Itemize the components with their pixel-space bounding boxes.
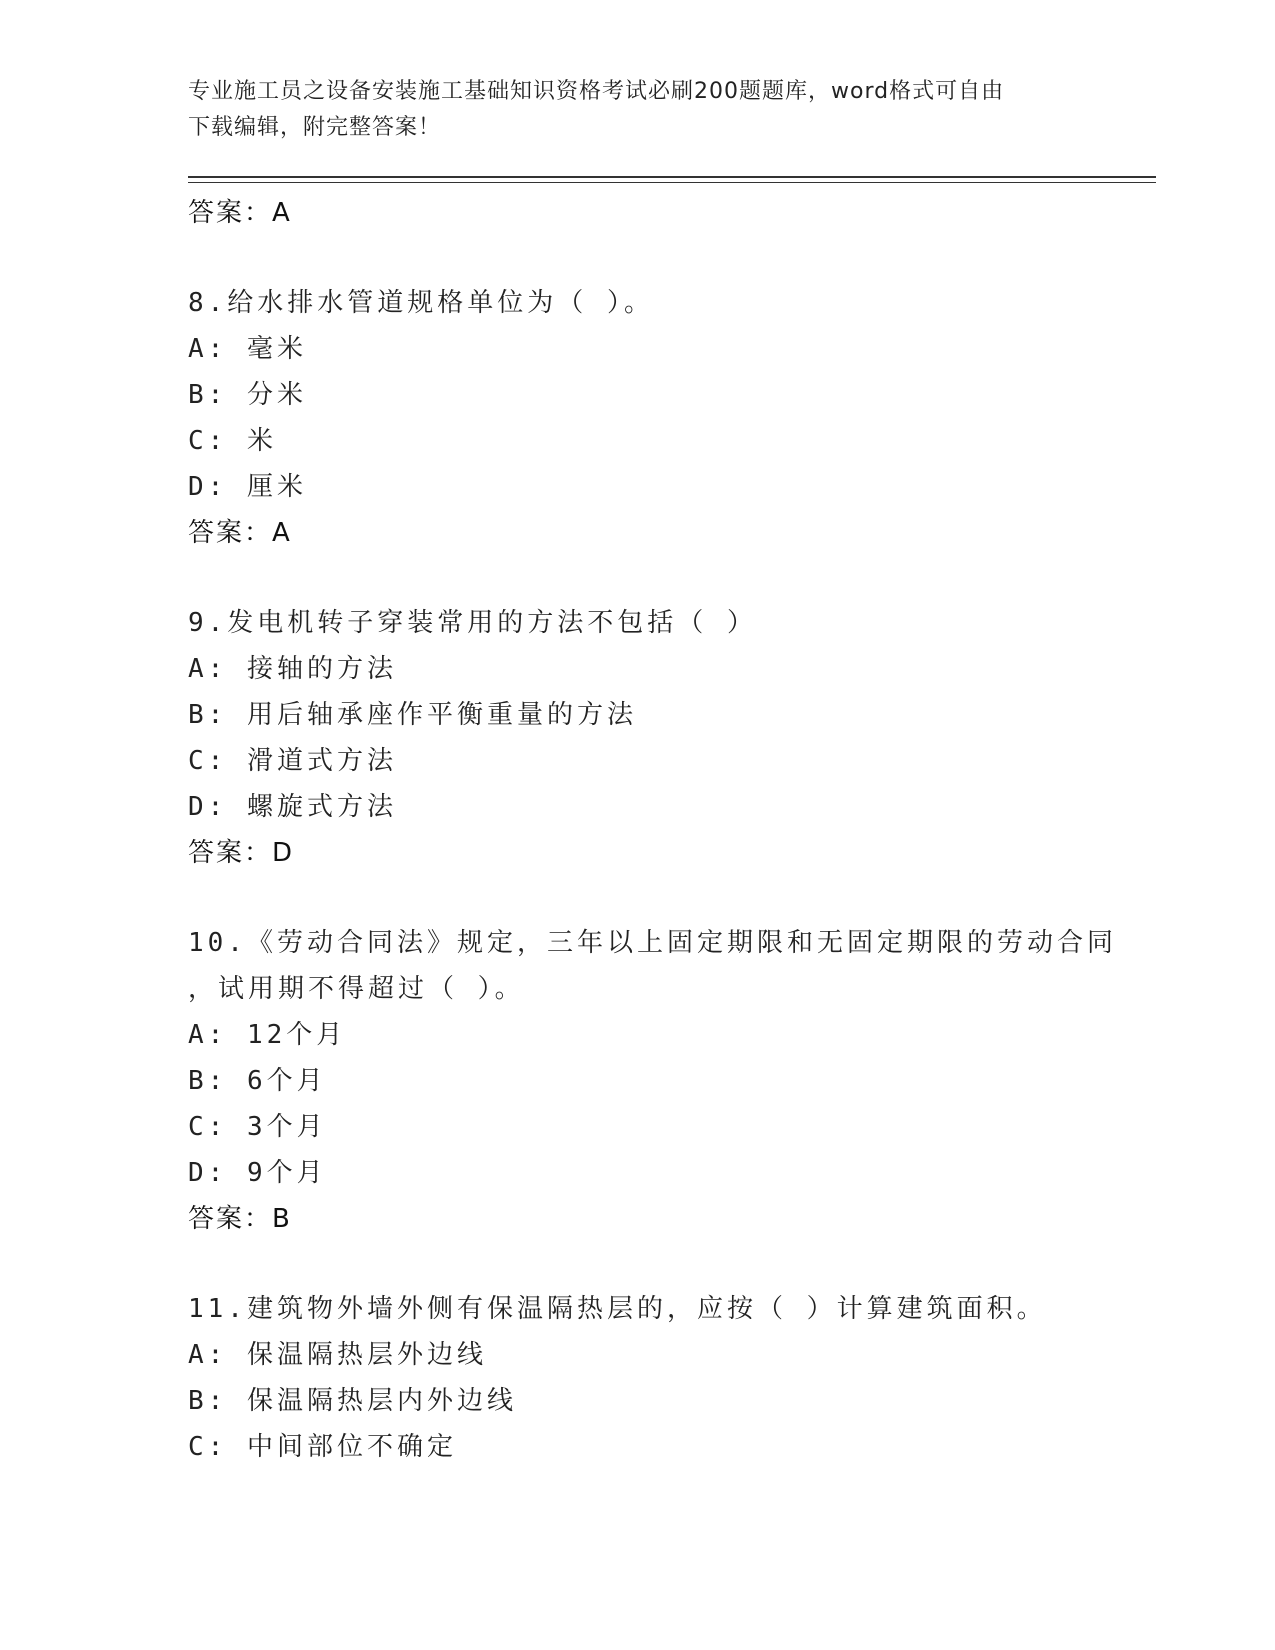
question-block-10 bbox=[188, 920, 1117, 1242]
question-stem: 8.给水排水管道规格单位为（ ）。 bbox=[188, 288, 654, 318]
question-stem: 11.建筑物外墙外侧有保温隔热层的，应按（ ）计算建筑面积。 bbox=[188, 1294, 1047, 1324]
answer: 答案：B bbox=[188, 1204, 292, 1234]
option-b: B: 用后轴承座作平衡重量的方法 bbox=[188, 700, 637, 730]
option-c: C: 中间部位不确定 bbox=[188, 1432, 457, 1462]
question-stem-line-1: 10.《劳动合同法》规定，三年以上固定期限和无固定期限的劳动合同 bbox=[188, 928, 1117, 958]
question-block-8 bbox=[188, 280, 1088, 556]
option-b: B: 6个月 bbox=[188, 1066, 327, 1096]
answer: 答案：A bbox=[188, 518, 292, 548]
question-block-11 bbox=[188, 1286, 1088, 1470]
spacer bbox=[188, 556, 1088, 600]
answer: 答案：D bbox=[188, 838, 295, 868]
header-line-2: 下载编辑，附完整答案！ bbox=[188, 115, 442, 140]
option-a: A: 接轴的方法 bbox=[188, 654, 397, 684]
option-c: C: 滑道式方法 bbox=[188, 746, 397, 776]
spacer bbox=[188, 876, 1088, 920]
option-d: D: 厘米 bbox=[188, 472, 307, 502]
option-b: B: 分米 bbox=[188, 380, 307, 410]
option-a: A: 保温隔热层外边线 bbox=[188, 1340, 487, 1370]
option-a: A: 12个月 bbox=[188, 1020, 347, 1050]
option-b: B: 保温隔热层内外边线 bbox=[188, 1386, 517, 1416]
question-block-9 bbox=[188, 600, 1088, 876]
option-d: D: 9个月 bbox=[188, 1158, 327, 1188]
option-d: D: 螺旋式方法 bbox=[188, 792, 397, 822]
header-line-1: 专业施工员之设备安装施工基础知识资格考试必刷200题题库，word格式可自由 bbox=[188, 79, 1005, 104]
document-header bbox=[188, 74, 1088, 146]
question-stem-line-2: ，试用期不得超过（ ）。 bbox=[188, 974, 525, 1004]
option-a: A: 毫米 bbox=[188, 334, 307, 364]
answer-previous: 答案：A bbox=[188, 198, 292, 228]
option-c: C: 3个月 bbox=[188, 1112, 327, 1142]
question-stem: 9.发电机转子穿装常用的方法不包括（ ） bbox=[188, 608, 757, 638]
option-c: C: 米 bbox=[188, 426, 277, 456]
header-divider-thin bbox=[188, 182, 1156, 183]
question-list bbox=[188, 190, 1117, 1470]
header-divider-thick bbox=[188, 176, 1156, 178]
spacer bbox=[188, 236, 1088, 280]
spacer bbox=[188, 1242, 1088, 1286]
